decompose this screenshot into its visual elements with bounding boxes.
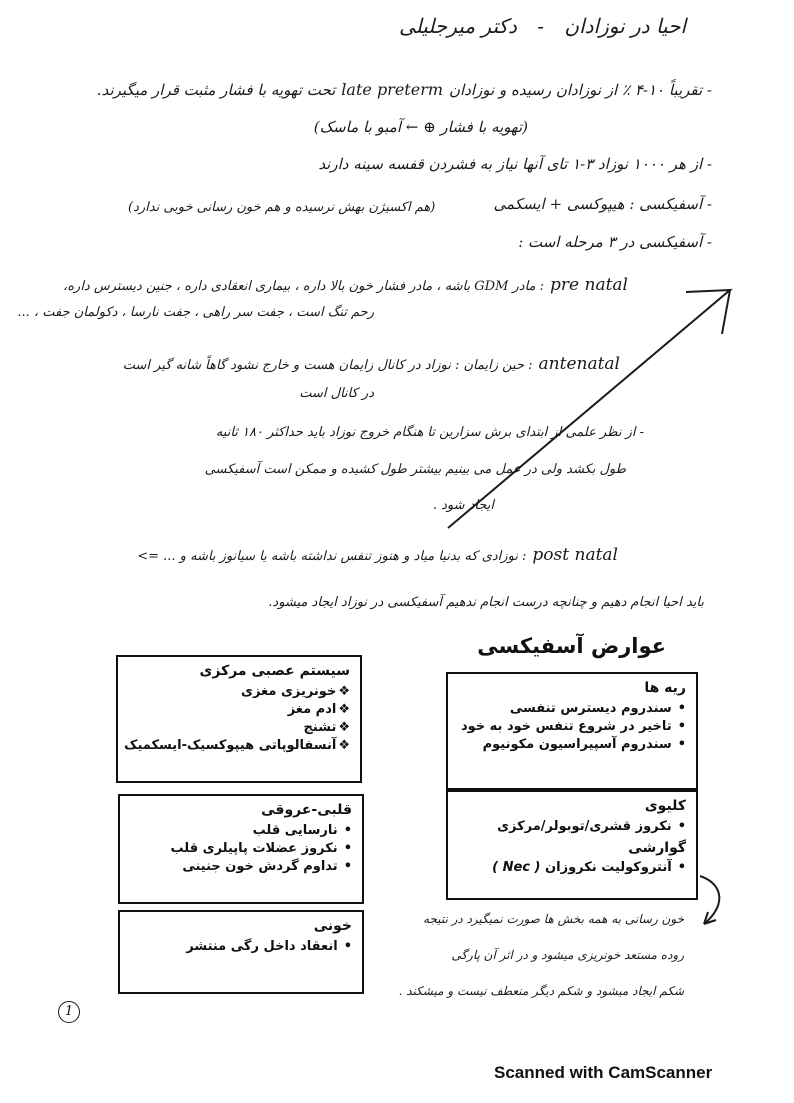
side-note-2: روده مستعد خونریزی میشود و در اثر آن پارگی [451,948,684,962]
bracket-arrow-icon [448,290,730,528]
postnatal-line-2: باید احیا انجام دهیم و چنانچه درست انجام ندهیم آسفیکسی در نوزاد ایجاد میشود. [268,595,704,610]
prenatal-label: pre natal [550,275,628,295]
list-item: • نکروز قشری/توبولر/مرکزی [458,819,686,834]
header-line [399,14,686,38]
antenatal-line: antenatal: حین زایمان : نوزاد در کانال زایمان هست و خارج نشود گاهاً شانه گیر است [122,354,620,374]
page-number: 1 [58,1001,80,1023]
title-dash: - [537,14,545,38]
list-item: • سندروم دیسترس تنفسی [458,701,686,716]
nec-label: ( Nec ) [492,860,541,875]
side-note-3: شکم ایجاد میشود و شکم دیگر منعطف نیست و میشکند . [398,984,684,998]
blood-heading: خونی [313,918,352,934]
list-item: • تاخیر در شروع تنفس خود به خود [458,719,686,734]
author-name: دکتر میرجلیلی [398,14,517,38]
page-title: احیا در نوزادان [564,14,686,38]
term-late-preterm: late preterm [341,80,444,99]
list-item: ❖ ادم مغز [128,702,350,717]
list-item: • تداوم گردش خون جنینی [130,859,352,874]
curved-arrow-icon [700,876,719,924]
complications-title: عوارض آسفیکسی [477,634,666,658]
note-line-3: - از هر ۱۰۰۰ نوزاد ۳-۱ تای آنها نیاز به فشردن قفسه سینه دارند [318,155,712,173]
cardio-heading: قلبی-عروقی [261,802,352,818]
list-item: ❖ تشنج [128,720,350,735]
scanner-watermark: Scanned with CamScanner [494,1063,713,1082]
list-item: • آنتروکولیت نکروزان ( Nec ) [458,860,686,875]
gi-heading: گوارشی [628,840,686,856]
note-line-4b: (هم اکسیژن بهش نرسیده و هم خون رسانی خوبی ندارد) [128,200,436,215]
postnatal-line: post natal: نوزادی که بدنیا میاد و هنوز تنفس نداشته باشه یا سیانوز باشه و ... => [137,545,618,565]
antenatal-more-3: ایجاد شود . [432,498,494,513]
kidney-heading: کلیوی [644,798,686,814]
antenatal-line-2: در کانال است [299,386,374,401]
prenatal-line-2: رحم تنگ است ، جفت سر راهی ، جفت نارسا ، دکولمان جفت ، ... [17,305,374,320]
blood-box [118,910,364,994]
note-line-4: - آسفیکسی : هیپوکسی + ایسکمی [493,195,712,213]
kidney-gi-box [446,790,698,900]
cns-box [116,655,362,783]
prenatal-line: pre natal: مادر GDM باشه ، مادر فشار خون بالا داره ، بیماری انعقادی داره ، جنین دیسترس داره، [63,275,628,295]
lungs-heading: ریه ها [644,680,686,696]
note-line-2: (تهویه با فشار ⊕ ← آمبو با ماسک) [313,118,528,136]
postnatal-label: post natal [532,545,618,565]
note-line-1: - تقریباً ۱۰-۴ ٪ از نوزادان رسیده و نوزادانlate pretermتحت تهویه با فشار مثبت قرار میگیرند. [96,80,712,99]
list-item: ❖ آنسفالوپاتی هیپوکسیک-ایسکمیک [128,738,350,753]
list-item: ❖ خونریزی مغزی [128,684,350,699]
antenatal-more-2: طول بکشد ولی در عمل می بینیم بیشتر طول کشیده و ممکن است آسفیکسی [204,462,626,477]
list-item: • نکروز عضلات پاپیلری قلب [130,841,352,856]
list-item: • نارسایی قلب [130,823,352,838]
antenatal-label: antenatal [538,354,620,374]
lungs-box [446,672,698,790]
antenatal-more-1: - از نظر علمی از ابتدای برش سزارین تا هنگام خروج نوزاد باید حداکثر ۱۸۰ ثانیه [215,425,644,440]
cardio-box [118,794,364,904]
cns-heading: سیستم عصبی مرکزی [199,663,350,679]
list-item: • انعقاد داخل رگی منتشر [130,939,352,954]
list-item: • سندروم آسپیراسیون مکونیوم [458,737,686,752]
side-note-1: خون رسانی به همه بخش ها صورت نمیگیرد در نتیجه [423,912,684,926]
note-line-5: - آسفیکسی در ۳ مرحله است : [518,233,712,251]
